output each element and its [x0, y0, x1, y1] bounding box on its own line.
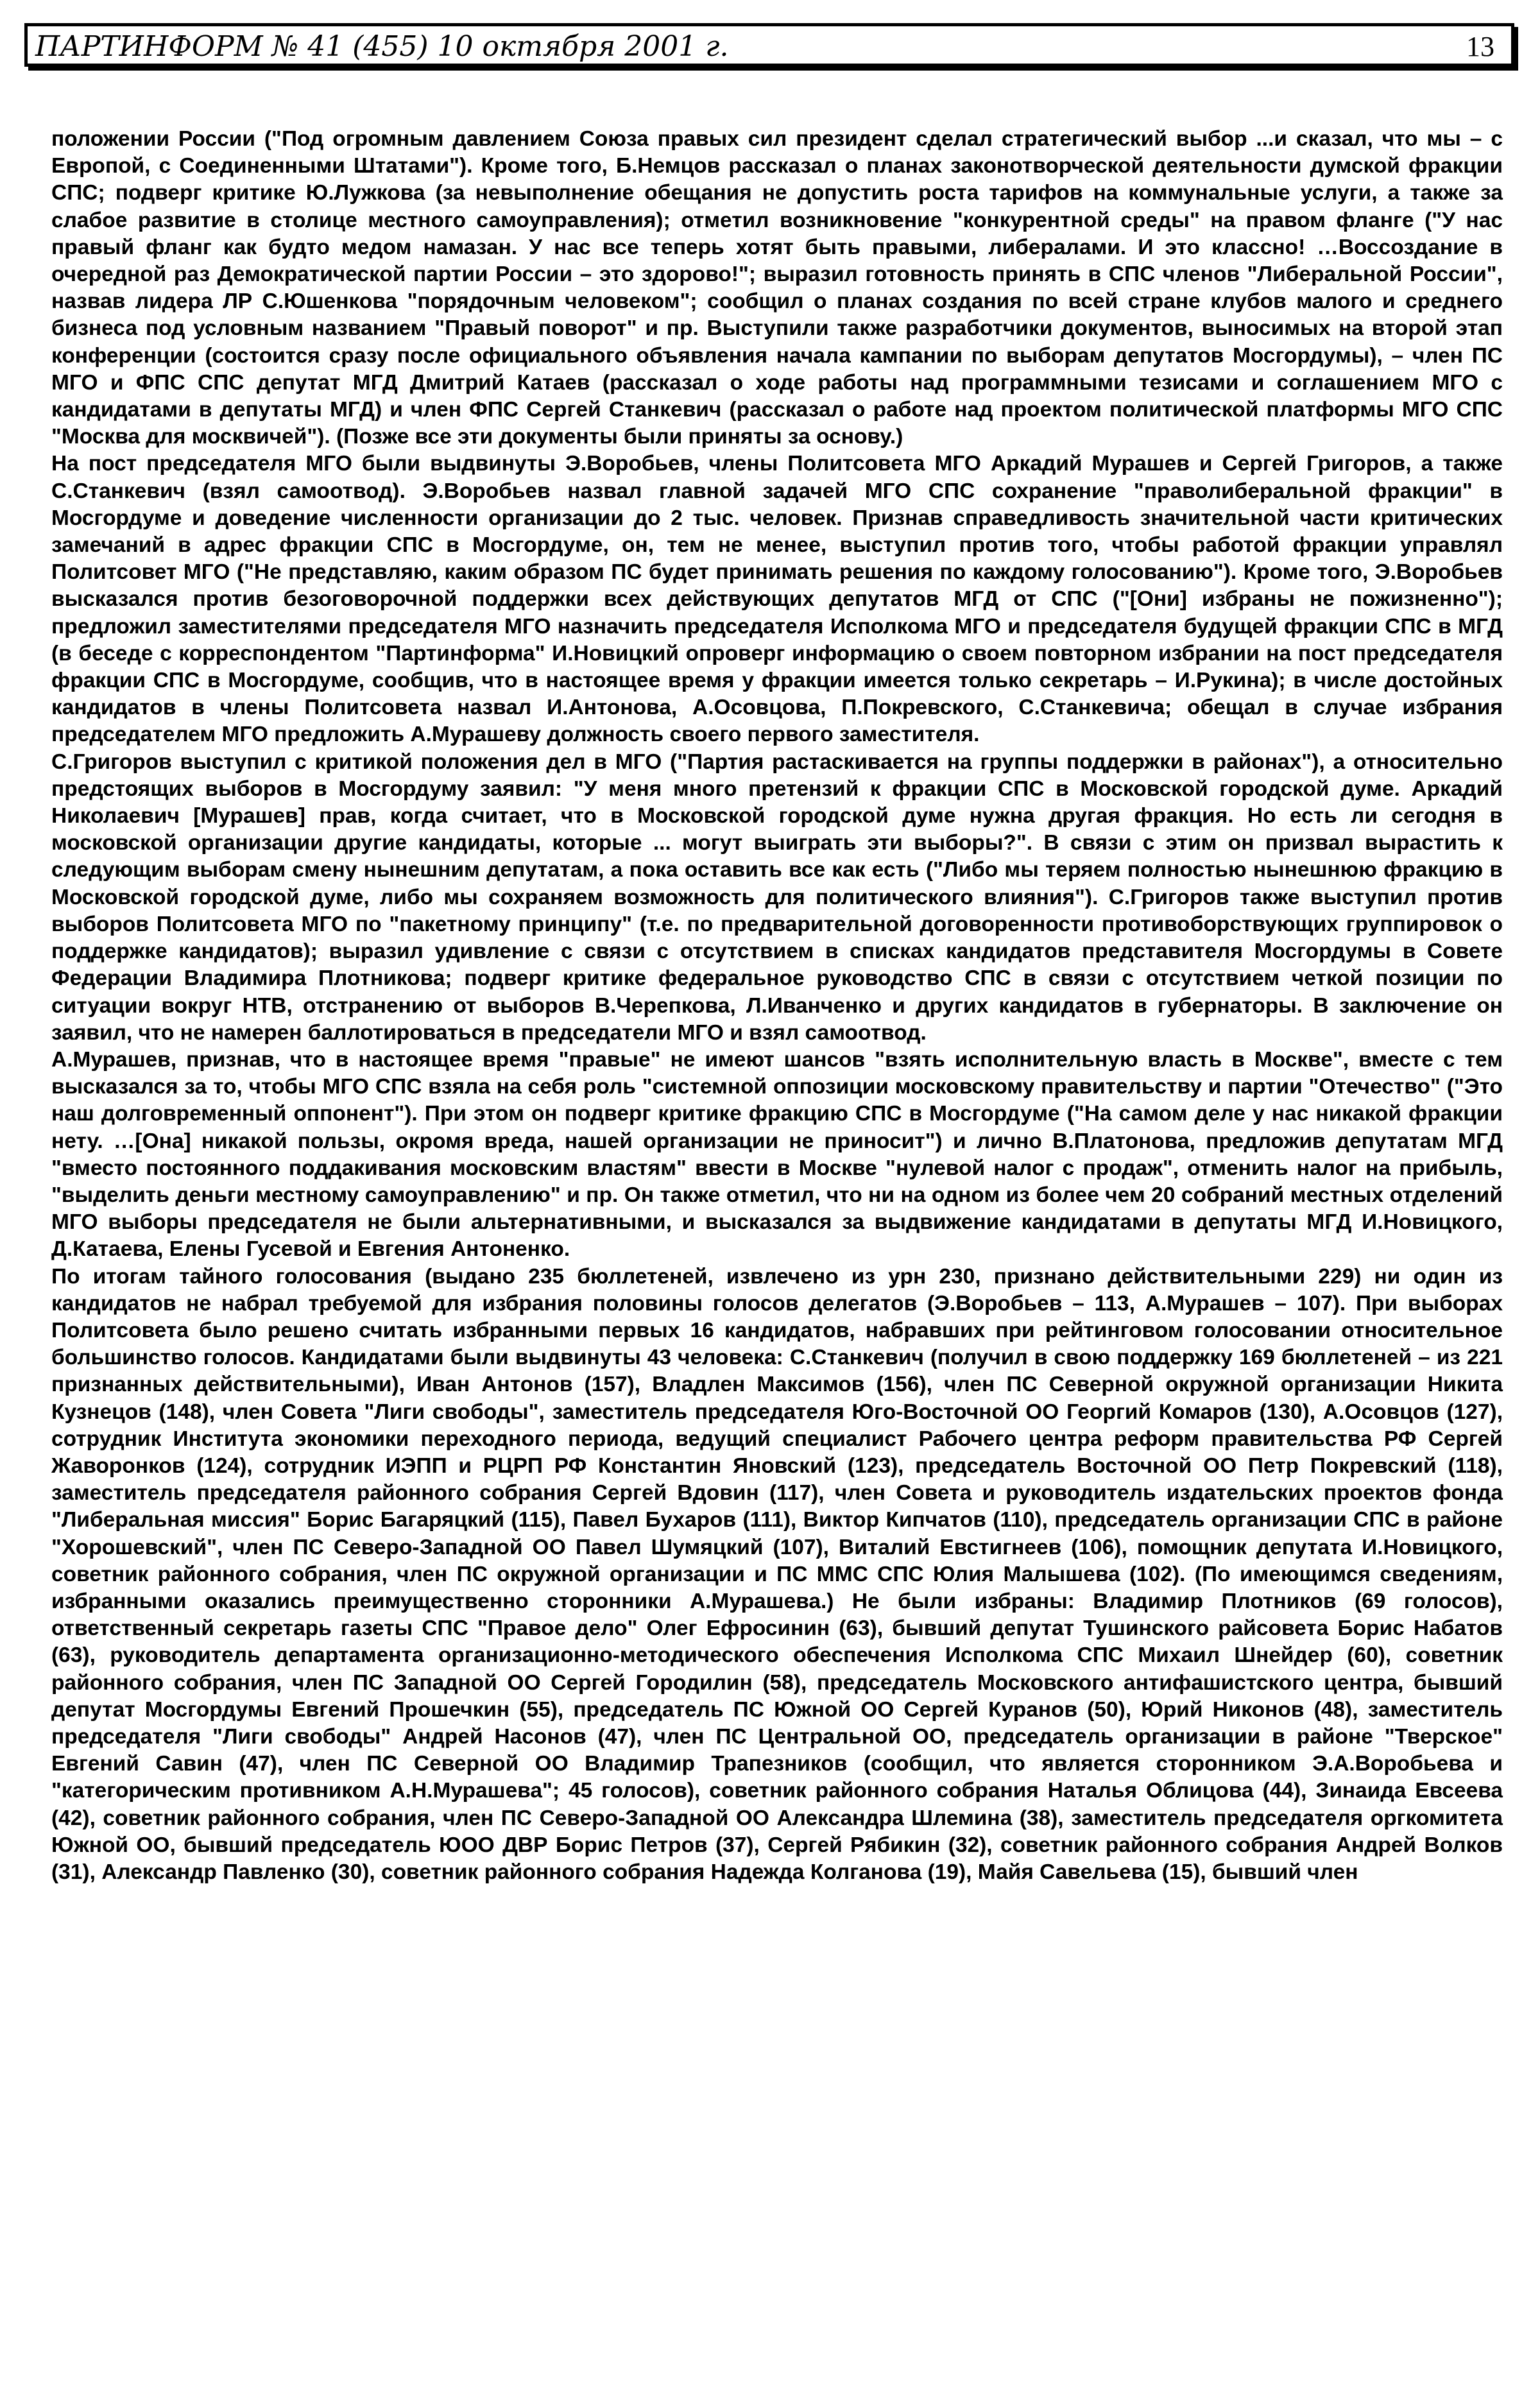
paragraph: С.Григоров выступил с критикой положения дел в МГО ("Партия растаскивается на группы поддержки в районах"), а относительно предстоящих выборов в Мосгордуму заявил: "У меня много претензий к фракции СПС в Московской городской думе. Аркадий Николаевич [Мурашев] прав, когда считает, что в Московской городской думе нужна другая фракция. Но есть ли сегодня в московской организации другие кандидаты, которые ... могут выиграть эти выборы?". В связи с этим он призвал вырастить к следующим выборам смену нынешним депутатам, а пока оставить все как есть ("Либо мы теряем полностью нынешнюю фракцию в Московской городской думе, либо мы сохраняем возможность для политического влияния"). С.Григоров также выступил против выборов Политсовета МГО по "пакетному принципу" (т.е. по предварительной договоренности противоборствующих группировок о поддержке кандидатов); выразил удивление с связи с отсутствием в списках кандидатов представителя Мосгордумы в Совете Федерации Владимира Плотникова; подверг критике федеральное руководство СПС в связи с отсутствием четкой позиции по ситуации вокруг НТВ, отстранению от выборов В.Черепкова, Л.Иванченко и других кандидатов в губернаторы. В заключение он заявил, что не намерен баллотироваться в председатели МГО и взял самоотвод.: [51, 750, 1503, 1045]
paragraph: А.Мурашев, признав, что в настоящее время "правые" не имеют шансов "взять исполнительную власть в Москве", вместе с тем высказался за то, чтобы МГО СПС взяла на себя роль "системной оппозиции московскому правительству и партии "Отечество" ("Это наш долговременный оппонент"). При этом он подверг критике фракцию СПС в Мосгордуме ("На самом деле у нас никакой фракции нету. …[Она] никакой пользы, окромя вреда, нашей организации не приносит") и лично В.Платонова, предложив депутатам МГД "вместо постоянного поддакивания московским властям" ввести в Москве "нулевой налог с продаж", отменить налог на прибыль, "выделить деньги местному самоуправлению" и пр. Он также отметил, что ни на одном из более чем 20 собраний местных отделений МГО выборы председателя не были альтернативными, и высказался за выдвижение кандидатами в депутаты МГД И.Новицкого, Д.Катаева, Елены Гусевой и Евгения Антоненко.: [51, 1047, 1503, 1262]
article-body: [51, 126, 1503, 1886]
page-number: 13: [1466, 31, 1494, 62]
page-header: [24, 23, 1514, 67]
publication-title: ПАРТИНФОРМ № 41 (455) 10 октября 2001 г.: [35, 30, 729, 63]
paragraph: положении России ("Под огромным давлением Союза правых сил президент сделал стратегический выбор ...и сказал, что мы – с Европой, с Соединенными Штатами"). Кроме того, Б.Немцов рассказал о планах законотворческой деятельности думской фракции СПС; подверг критике Ю.Лужкова (за невыполнение обещания не допустить роста тарифов на коммунальные услуги, а также за слабое развитие в столице местного самоуправления); отметил возникновение "конкурентной среды" на правом фланге ("У нас правый фланг как будто медом намазан. У нас все теперь хотят быть правыми, либералами. И это классно! …Воссоздание в очередной раз Демократической партии России – это здорово!"; выразил готовность принять в СПС членов "Либеральной России", назвав лидера ЛР С.Юшенкова "порядочным человеком"; сообщил о планах создания по всей стране клубов малого и среднего бизнеса под условным названием "Правый поворот" и пр. Выступили также разработчики документов, выносимых на второй этап конференции (состоится сразу после официального объявления начала кампании по выборам депутатов Мосгордумы), – член ПС МГО и ФПС СПС депутат МГД Дмитрий Катаев (рассказал о ходе работы над программными тезисами и соглашением МГО с кандидатами в депутаты МГД) и член ФПС Сергей Станкевич (рассказал о работе над проектом политической платформы МГО СПС "Москва для москвичей"). (Позже все эти документы были приняты за основу.): [51, 127, 1503, 449]
paragraph: По итогам тайного голосования (выдано 235 бюллетеней, извлечено из урн 230, признано действительными 229) ни один из кандидатов не набрал требуемой для избрания половины голосов делегатов (Э.Воробьев – 113, А.Мурашев – 107). При выборах Политсовета было решено считать избранными первых 16 кандидатов, набравших при рейтинговом голосовании относительное большинство голосов. Кандидатами были выдвинуты 43 человека: С.Станкевич (получил в свою поддержку 169 бюллетеней – из 221 признанных действительными), Иван Антонов (157), Владлен Максимов (156), член ПС Северной окружной организации Никита Кузнецов (148), член Совета "Лиги свободы", заместитель председателя Юго-Восточной ОО Георгий Комаров (130), А.Осовцов (127), сотрудник Института экономики переходного периода, ведущий специалист Рабочего центра реформ правительства РФ Сергей Жаворонков (124), сотрудник ИЭПП и РЦРП РФ Константин Яновский (123), председатель Восточной ОО Петр Покревский (118), заместитель председателя районного собрания Сергей Вдовин (117), член Совета и руководитель издательских проектов фонда "Либеральная миссия" Борис Багаряцкий (115), Павел Бухаров (111), Виктор Кипчатов (110), председатель организации СПС в районе "Хорошевский", член ПС Северо-Западной ОО Павел Шумяцкий (107), Виталий Евстигнеев (106), помощник депутата И.Новицкого, советник районного собрания, член ПС окружной организации и ПС ММС СПС Юлия Малышева (102). (По имеющимся сведениям, избранными оказались преимущественно сторонники А.Мурашева.) Не были избраны: Владимир Плотников (69 голосов), ответственный секретарь газеты СПС "Правое дело" Олег Ефросинин (63), бывший депутат Тушинского райсовета Борис Набатов (63), руководитель департамента организационно-методического обеспечения Исполкома СПС Михаил Шнейдер (60), советник районного собрания, член ПС Западной ОО Сергей Городилин (58), председатель Московского антифашистского центра, бывший депутат Мосгордумы Евгений Прошечкин (55), председатель ПС Южной ОО Сергей Куранов (50), Юрий Никонов (48), заместитель председателя "Лиги свободы" Андрей Насонов (47), член ПС Центральной ОО, председатель организации в районе "Тверское" Евгений Савин (47), член ПС Северной ОО Владимир Трапезников (сообщил, что является сторонником Э.А.Воробьева и "категорическим противником А.Н.Мурашева"; 45 голосов), советник районного собрания Наталья Облицова (44), Зинаида Евсеева (42), советник районного собрания, член ПС Северо-Западной ОО Александра Шлемина (38), заместитель председателя оргкомитета Южной ОО, бывший председатель ЮОО ДВР Борис Петров (37), Сергей Рябикин (32), советник районного собрания Андрей Волков (31), Александр Павленко (30), советник районного собрания Надежда Колганова (19), Майя Савельева (15), бывший член: [51, 1264, 1503, 1884]
paragraph: На пост председателя МГО были выдвинуты Э.Воробьев, члены Политсовета МГО Аркадий Мурашев и Сергей Григоров, а также С.Станкевич (взял самоотвод). Э.Воробьев назвал главной задачей МГО СПС сохранение "праволиберальной фракции" в Мосгордуме и доведение численности организации до 2 тыс. человек. Признав справедливость значительной части критических замечаний в адрес фракции СПС в Мосгордуме, он, тем не менее, выступил против того, чтобы работой фракции управлял Политсовет МГО ("Не представляю, каким образом ПС будет принимать решения по каждому голосованию"). Кроме того, Э.Воробьев высказался против безоговорочной поддержки всех действующих депутатов МГД от СПС ("[Они] избраны не пожизненно"); предложил заместителями председателя МГО назначить председателя Исполкома МГО и председателя будущей фракции СПС в МГД (в беседе с корреспондентом "Партинформа" И.Новицкий опроверг информацию о своем повторном избрании на пост председателя фракции СПС в Мосгордуме, сообщив, что в настоящее время у фракции имеется только секретарь – И.Рукина); в числе достойных кандидатов в члены Политсовета назвал И.Антонова, А.Осовцова, П.Покревского, С.Станкевича; обещал в случае избрания председателем МГО предложить А.Мурашеву должность своего первого заместителя.: [51, 452, 1503, 747]
